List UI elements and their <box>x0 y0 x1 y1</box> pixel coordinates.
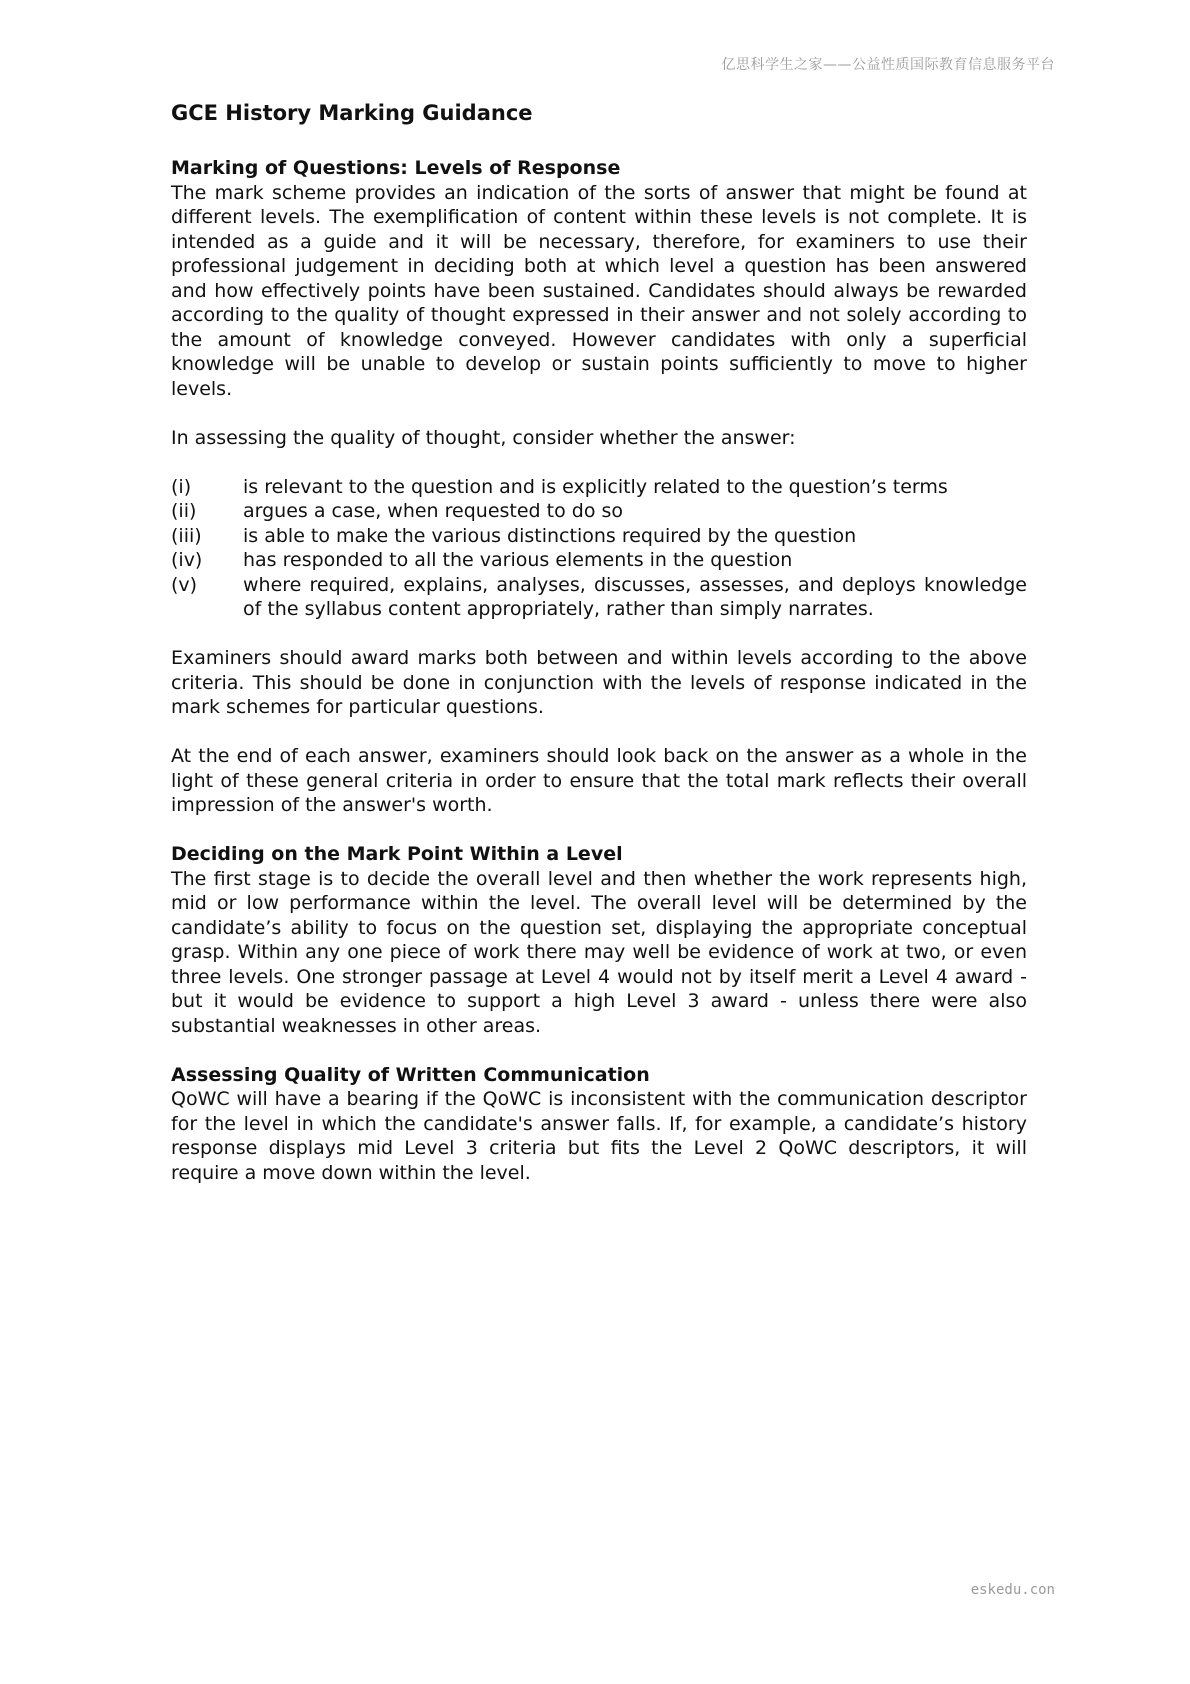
criteria-number: (iii) <box>171 524 202 547</box>
end-of-answer-paragraph: At the end of each answer, examiners should look back on the answer as a whole in the light of these general criteria in order to ensure that the total mark reflects their overall impression of the answer's worth. <box>171 745 1027 816</box>
criteria-item <box>171 573 1027 622</box>
levels-of-response-paragraph: The mark scheme provides an indication of the sorts of answer that might be found at different levels. The exemplification of content within these levels is not complete. It is intended as a guide and it will be necessary, therefore, for examiners to use their professional judgement in deciding both at which level a question has been answered and how effectively points have been sustained. Candidates should always be rewarded according to the quality of thought expressed in their answer and not solely according to the amount of knowledge conveyed. However candidates with only a superficial knowledge will be unable to develop or sustain points sufficiently to move to higher levels. <box>171 181 1027 400</box>
criteria-list <box>171 475 1027 622</box>
criteria-text: argues a case, when requested to do so <box>243 500 624 522</box>
criteria-text: is able to make the various distinctions required by the question <box>243 524 857 547</box>
mark-point-paragraph: The first stage is to decide the overall level and then whether the work represents high, mid or low performance within the level. The overall level will be determined by the candidate’s ability to focus on the question set, displaying the appropriate conceptual grasp. Within any one piece of work there may well be evidence of work at two, or even three levels. One stronger passage at Level 4 would not by itself merit a Level 4 award - but it would be evidence to support a high Level 3 award - unless there were also substantial weaknesses in other areas. <box>171 867 1027 1037</box>
criteria-item <box>171 499 1027 524</box>
criteria-text: has responded to all the various elements in the question <box>243 549 793 571</box>
criteria-number: (ii) <box>171 500 197 522</box>
criteria-item <box>171 524 1027 549</box>
criteria-item <box>171 475 1027 500</box>
section-heading-mark-point: Deciding on the Mark Point Within a Level <box>171 843 623 865</box>
criteria-number: (iv) <box>171 549 203 571</box>
footer-watermark: eskedu.con <box>970 1582 1055 1598</box>
section-heading-qowc: Assessing Quality of Written Communication <box>171 1063 650 1086</box>
criteria-text: where required, explains, analyses, discusses, assesses, and deploys knowledge of the syllabus content appropriately, rather than simply narrates. <box>243 573 1027 620</box>
header-watermark: 亿思科学生之家——公益性质国际教育信息服务平台 <box>721 57 1055 73</box>
section-qowc <box>171 1063 1027 1186</box>
section-levels-of-response <box>171 156 1027 818</box>
criteria-number: (v) <box>171 573 198 596</box>
document-body <box>171 98 1027 1210</box>
criteria-item <box>171 548 1027 573</box>
qowc-paragraph: QoWC will have a bearing if the QoWC is inconsistent with the communication descriptor for the level in which the candidate's answer falls. If, for example, a candidate’s history response displays mid Level 3 criteria but fits the Level 2 QoWC descriptors, it will require a move down within the level. <box>171 1088 1027 1184</box>
document-title: GCE History Marking Guidance <box>171 101 533 125</box>
criteria-number: (i) <box>171 475 192 498</box>
criteria-text: is relevant to the question and is explicitly related to the question’s terms <box>243 475 948 498</box>
quality-of-thought-intro: In assessing the quality of thought, consider whether the answer: <box>171 426 796 449</box>
award-marks-paragraph: Examiners should award marks both between and within levels according to the above criteria. This should be done in conjunction with the levels of response indicated in the mark schemes for particular questions. <box>171 647 1027 718</box>
section-mark-point <box>171 842 1027 1038</box>
section-heading-levels-of-response: Marking of Questions: Levels of Response <box>171 157 621 179</box>
